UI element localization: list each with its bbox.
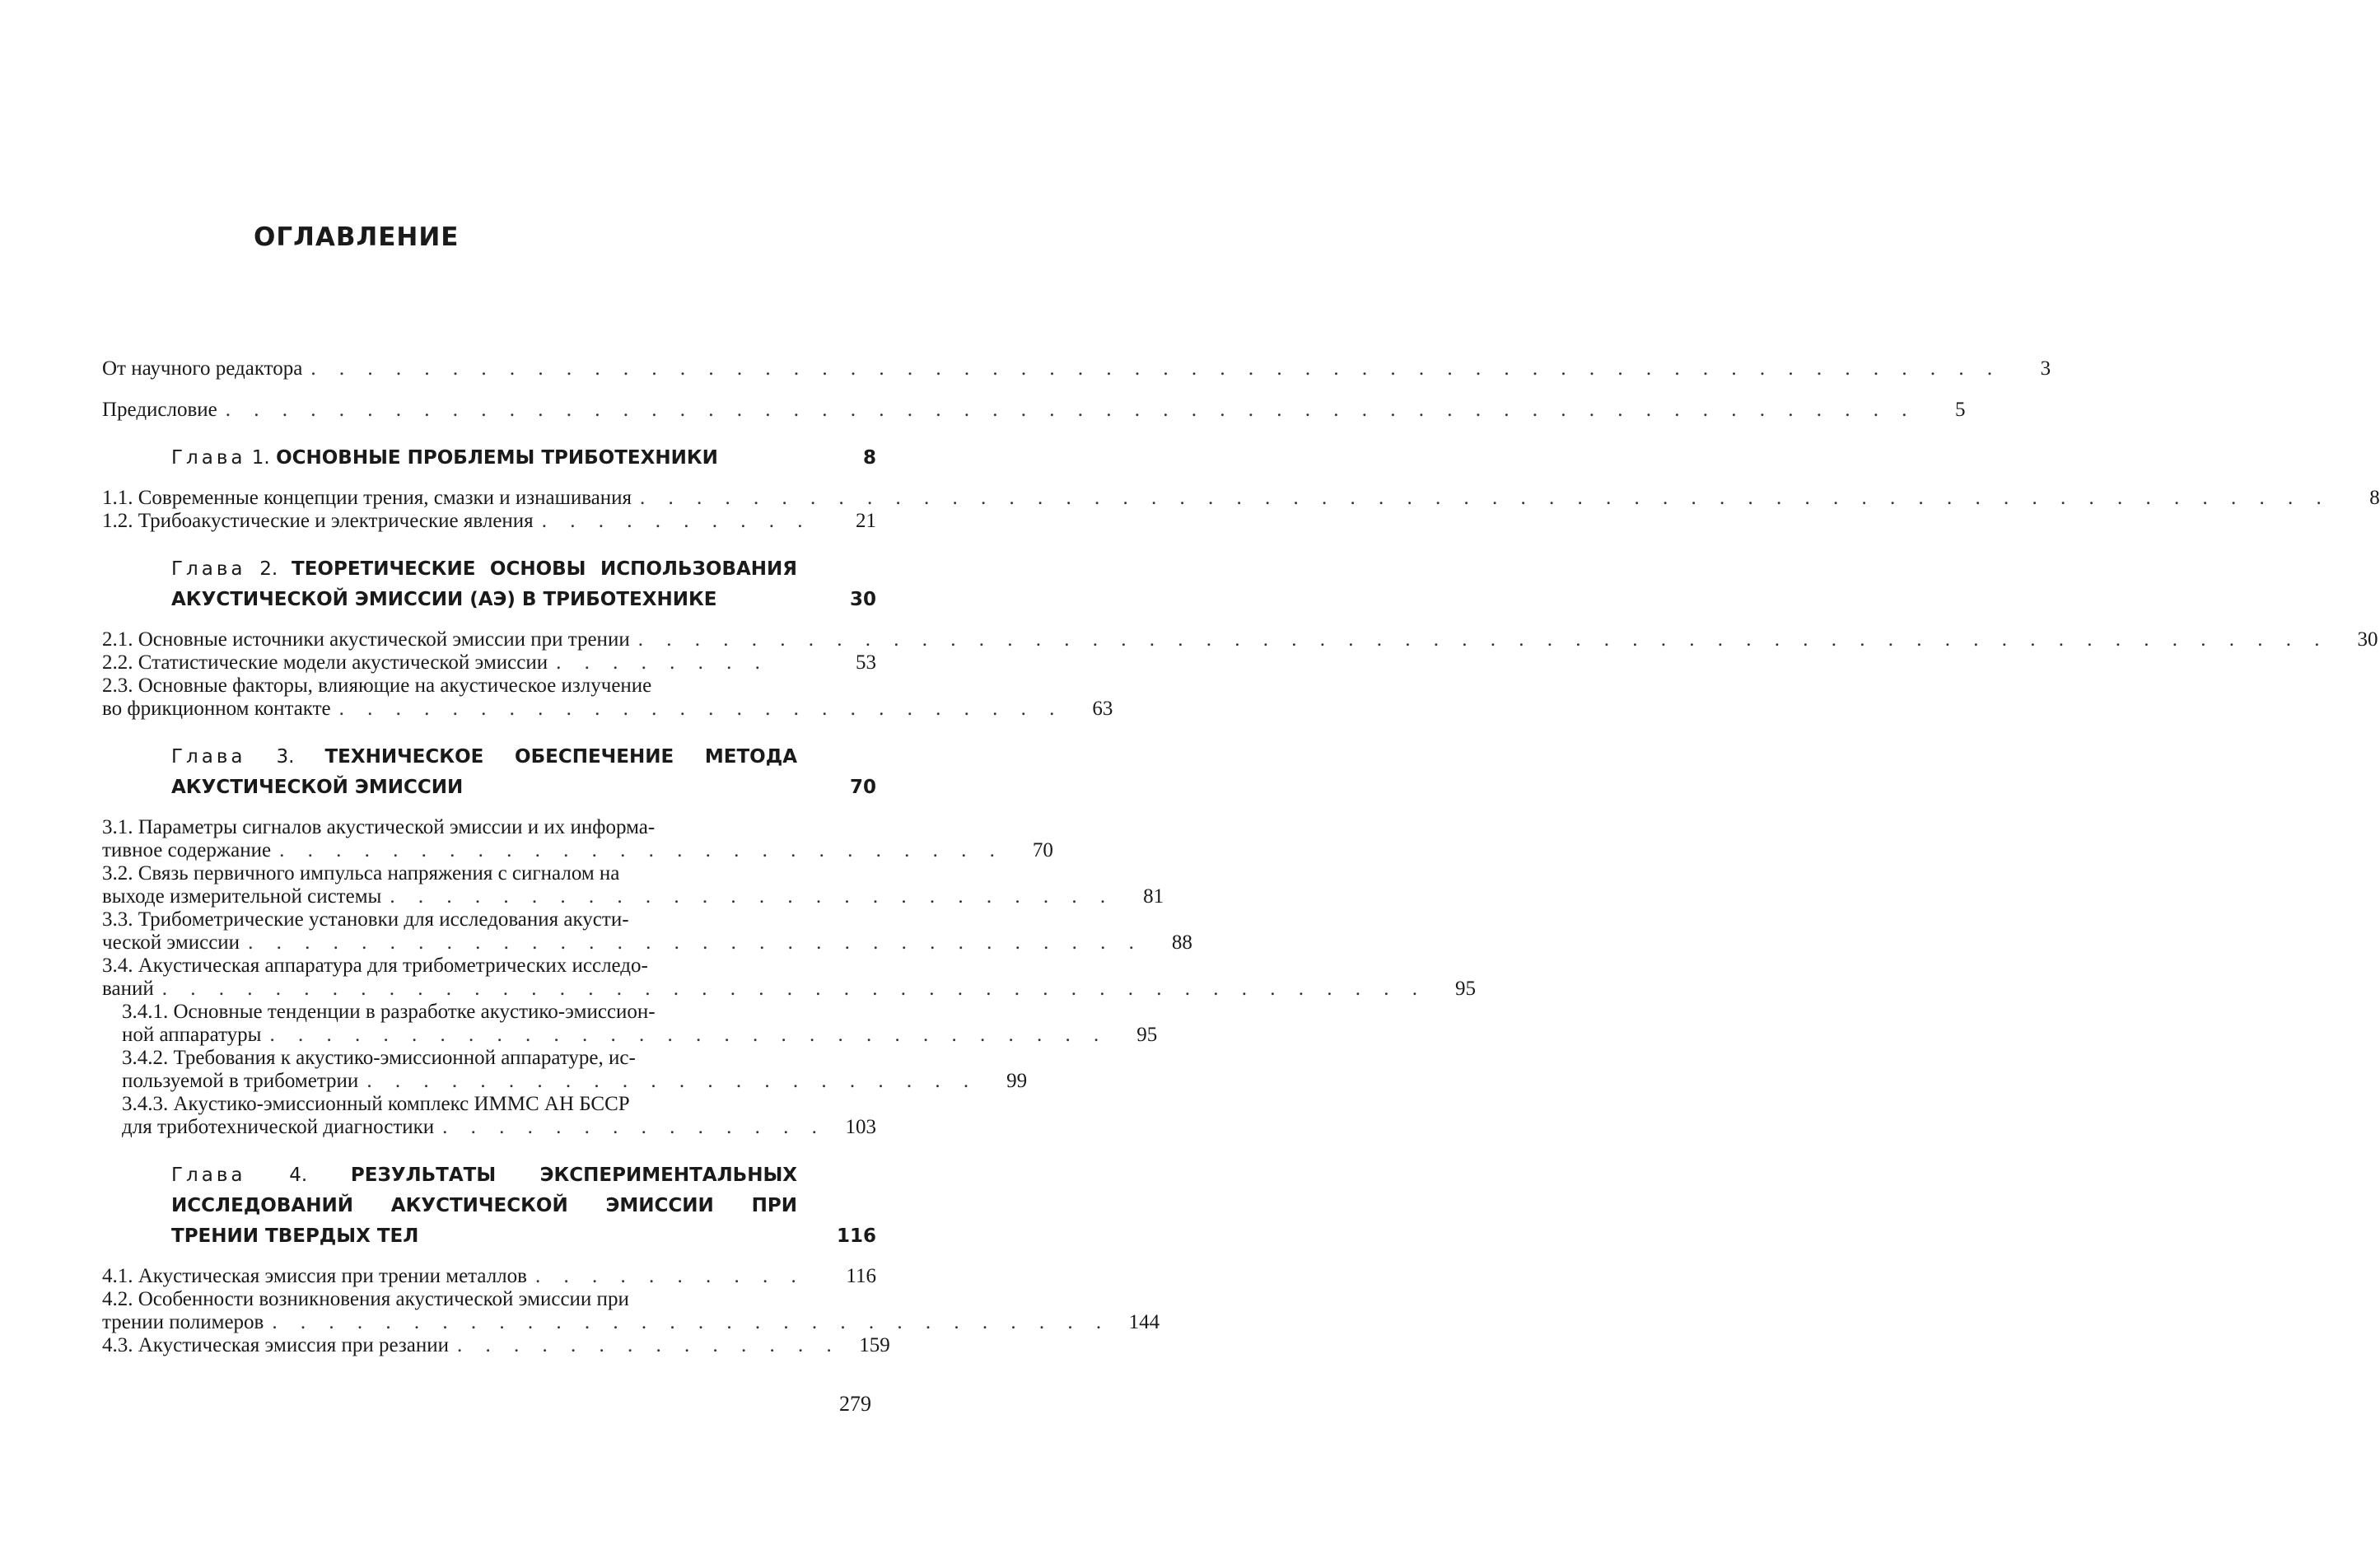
dot-leader: . . . . . . . . . . <box>535 1265 827 1288</box>
toc-entry-label: 3.2. Связь первичного импульса напряжения с сигналом на <box>102 862 810 885</box>
toc-entry-label: 3.3. Трибометрические установки для исследования акусти- <box>102 908 810 931</box>
dot-leader: . . . . . . . . . . . . . . <box>457 1334 841 1357</box>
chapter-word: Глава <box>171 746 245 768</box>
toc-entry-label: 2.2. Статистические модели акустической эмиссии <box>102 651 548 674</box>
table-of-contents <box>102 357 876 1357</box>
toc-entry-4-3[interactable] <box>102 1334 876 1357</box>
toc-entry-editor-note[interactable] <box>102 357 876 380</box>
toc-entry-page: 99 <box>986 1070 1027 1093</box>
dot-leader: . . . . . . . . . . . . . . . . . . . . . . . . . . <box>279 839 1004 862</box>
chapter-number: 2. <box>259 558 278 580</box>
toc-entry-2-1[interactable] <box>102 628 876 651</box>
toc-entry-3-4-2[interactable] <box>122 1047 876 1093</box>
chapter-word: Глава <box>171 447 245 469</box>
toc-entry-page: 144 <box>1118 1311 1160 1334</box>
toc-entry-label: 1.2. Трибоакустические и электрические явления <box>102 510 534 533</box>
chapter-page: 8 <box>797 443 876 474</box>
toc-entry-label: 2.3. Основные факторы, влияющие на акустическое излучение <box>102 674 810 698</box>
chapter-title <box>171 1160 797 1252</box>
chapter-heading-1[interactable] <box>102 443 876 474</box>
toc-entry-2-3[interactable] <box>102 674 876 721</box>
chapter-title <box>171 443 797 474</box>
toc-entry-label: 3.4.1. Основные тенденции в разработке акустико-эмиссион- <box>122 1001 810 1024</box>
toc-entry-label: 3.4.2. Требования к акустико-эмиссионной аппаратуре, ис- <box>122 1047 810 1070</box>
dot-leader: . . . . . . . . . . . . . . <box>442 1116 827 1139</box>
toc-entry-1-2[interactable] <box>102 510 876 533</box>
page-title: ОГЛАВЛЕНИЕ <box>254 222 459 252</box>
toc-entry-page: 88 <box>1151 931 1192 955</box>
dot-leader: . . . . . . . . . . . . . . . . . . . . . . <box>366 1070 978 1093</box>
toc-entry-page: 30 <box>2336 628 2378 651</box>
toc-entry-label-cont: ной аппаратуры <box>122 1024 261 1047</box>
toc-entry-label: Предисловие <box>102 399 217 422</box>
toc-entry-3-4-1[interactable] <box>122 1001 876 1047</box>
chapter-title <box>171 554 797 615</box>
dot-leader: . . . . . . . . . . . . . . . . . . . . . . . . . . . . . . . . . . . . . . . . . . . . . . . . . . . . . . . . . . . . <box>310 357 2001 380</box>
toc-entry-page: 95 <box>1116 1024 1157 1047</box>
chapter-number: 4. <box>289 1165 307 1186</box>
toc-entry-page: 8 <box>2339 487 2380 510</box>
toc-entry-label-cont: трении полимеров <box>102 1311 264 1334</box>
chapter-title <box>171 742 797 803</box>
toc-entry-label: 3.4. Акустическая аппаратура для трибометрических исследо- <box>102 955 810 978</box>
chapter-name: ОСНОВНЫЕ ПРОБЛЕМЫ ТРИБОТЕХНИКИ <box>276 447 718 469</box>
chapter-name: РЕЗУЛЬТАТЫ ЭКСПЕРИМЕНТАЛЬНЫХ ИССЛЕДОВАНИЙ АКУСТИЧЕСКОЙ ЭМИССИИ ПРИ ТРЕНИИ ТВЕРДЫХ ТЕЛ <box>171 1165 797 1247</box>
chapter-page: 70 <box>797 772 876 803</box>
toc-entry-3-3[interactable] <box>102 908 876 955</box>
toc-entry-4-1[interactable] <box>102 1265 876 1288</box>
dot-leader: . . . . . . . . . . . . . . . . . . . . . . . . . . . . . . <box>269 1024 1108 1047</box>
chapter-name: ТЕОРЕТИЧЕСКИЕ ОСНОВЫ ИСПОЛЬЗОВАНИЯ АКУСТИЧЕСКОЙ ЭМИССИИ (АЭ) В ТРИБОТЕХНИКЕ <box>171 558 797 610</box>
toc-entry-label: 4.3. Акустическая эмиссия при резании <box>102 1334 449 1357</box>
toc-entry-1-1[interactable] <box>102 487 876 510</box>
page-number: 279 <box>839 1392 871 1417</box>
chapter-heading-4[interactable] <box>102 1160 876 1252</box>
toc-entry-preface[interactable] <box>102 399 876 422</box>
toc-entry-label-cont: тивное содержание <box>102 839 271 862</box>
chapter-number: 1. <box>252 447 270 469</box>
dot-leader: . . . . . . . . . . . . . . . . . . . . . . . . . . . . . . <box>272 1311 1110 1334</box>
toc-entry-label: 1.1. Современные концепции трения, смазки и изнашивания <box>102 487 632 510</box>
toc-entry-label: От научного редактора <box>102 357 302 380</box>
dot-leader: . . . . . . . . . . . . . . . . . . . . . . . . . . . . . . . . . . . . . . . . . . . . . <box>162 978 1426 1001</box>
toc-entry-page: 116 <box>835 1265 876 1288</box>
toc-entry-label: 3.1. Параметры сигналов акустической эмиссии и их информа- <box>102 816 810 839</box>
toc-entry-label-cont: ваний <box>102 978 154 1001</box>
toc-entry-page: 81 <box>1122 885 1164 908</box>
chapter-number: 3. <box>277 746 295 768</box>
dot-leader: . . . . . . . . . . . . . . . . . . . . . . . . . . . . . . . . <box>248 931 1143 955</box>
chapter-page: 30 <box>797 585 876 615</box>
chapter-heading-2[interactable] <box>102 554 876 615</box>
toc-entry-page: 63 <box>1071 698 1113 721</box>
chapter-name: ТЕХНИЧЕСКОЕ ОБЕСПЕЧЕНИЕ МЕТОДА АКУСТИЧЕСКОЙ ЭМИССИИ <box>171 746 797 798</box>
toc-entry-label: 3.4.3. Акустико-эмиссионный комплекс ИММС АН БССР <box>122 1093 810 1116</box>
toc-subsection-3-4 <box>102 1001 876 1139</box>
toc-entry-label-cont: пользуемой в трибометрии <box>122 1070 358 1093</box>
toc-entry-page: 21 <box>835 510 876 533</box>
dot-leader: . . . . . . . . . . <box>542 510 827 533</box>
chapter-word: Глава <box>171 1165 245 1186</box>
toc-entry-page: 3 <box>2009 357 2051 380</box>
toc-entry-page: 95 <box>1435 978 1476 1001</box>
chapter-heading-3[interactable] <box>102 742 876 803</box>
dot-leader: . . . . . . . . . . . . . . . . . . . . . . . . . . . . . . . . . . . . . . . . . . . . . . . . . . . . . . . . . . . . <box>226 399 1916 422</box>
toc-entry-3-4-3[interactable] <box>122 1093 876 1139</box>
toc-entry-3-2[interactable] <box>102 862 876 908</box>
toc-entry-page: 103 <box>835 1116 876 1139</box>
dot-leader: . . . . . . . . . . . . . . . . . . . . . . . . . . . . . . . . . . . . . . . . . . . . . . . . . . . . . . . . . . . . <box>638 628 2329 651</box>
chapter-word: Глава <box>171 558 245 580</box>
chapter-page: 116 <box>797 1221 876 1252</box>
toc-entry-3-4[interactable] <box>102 955 876 1001</box>
toc-entry-label: 4.1. Акустическая эмиссия при трении металлов <box>102 1265 527 1288</box>
dot-leader: . . . . . . . . <box>556 651 827 674</box>
toc-entry-page: 159 <box>849 1334 890 1357</box>
toc-entry-page: 5 <box>1925 399 1966 422</box>
toc-entry-label-cont: выходе измерительной системы <box>102 885 381 908</box>
toc-entry-label: 4.2. Особенности возникновения акустической эмиссии при <box>102 1288 810 1311</box>
toc-entry-page: 53 <box>835 651 876 674</box>
toc-entry-label-cont: ческой эмиссии <box>102 931 240 955</box>
dot-leader: . . . . . . . . . . . . . . . . . . . . . . . . . . <box>390 885 1114 908</box>
dot-leader: . . . . . . . . . . . . . . . . . . . . . . . . . . . . . . . . . . . . . . . . . . . . . . . . . . . . . . . . . . . . <box>640 487 2331 510</box>
toc-entry-label: 2.1. Основные источники акустической эмиссии при трении <box>102 628 630 651</box>
toc-entry-4-2[interactable] <box>102 1288 876 1334</box>
dot-leader: . . . . . . . . . . . . . . . . . . . . . . . . . . <box>339 698 1064 721</box>
toc-entry-3-1[interactable] <box>102 816 876 862</box>
toc-entry-2-2[interactable] <box>102 651 876 674</box>
toc-entry-page: 70 <box>1012 839 1053 862</box>
toc-entry-label-cont: для триботехнической диагностики <box>122 1116 434 1139</box>
toc-entry-label-cont: во фрикционном контакте <box>102 698 331 721</box>
